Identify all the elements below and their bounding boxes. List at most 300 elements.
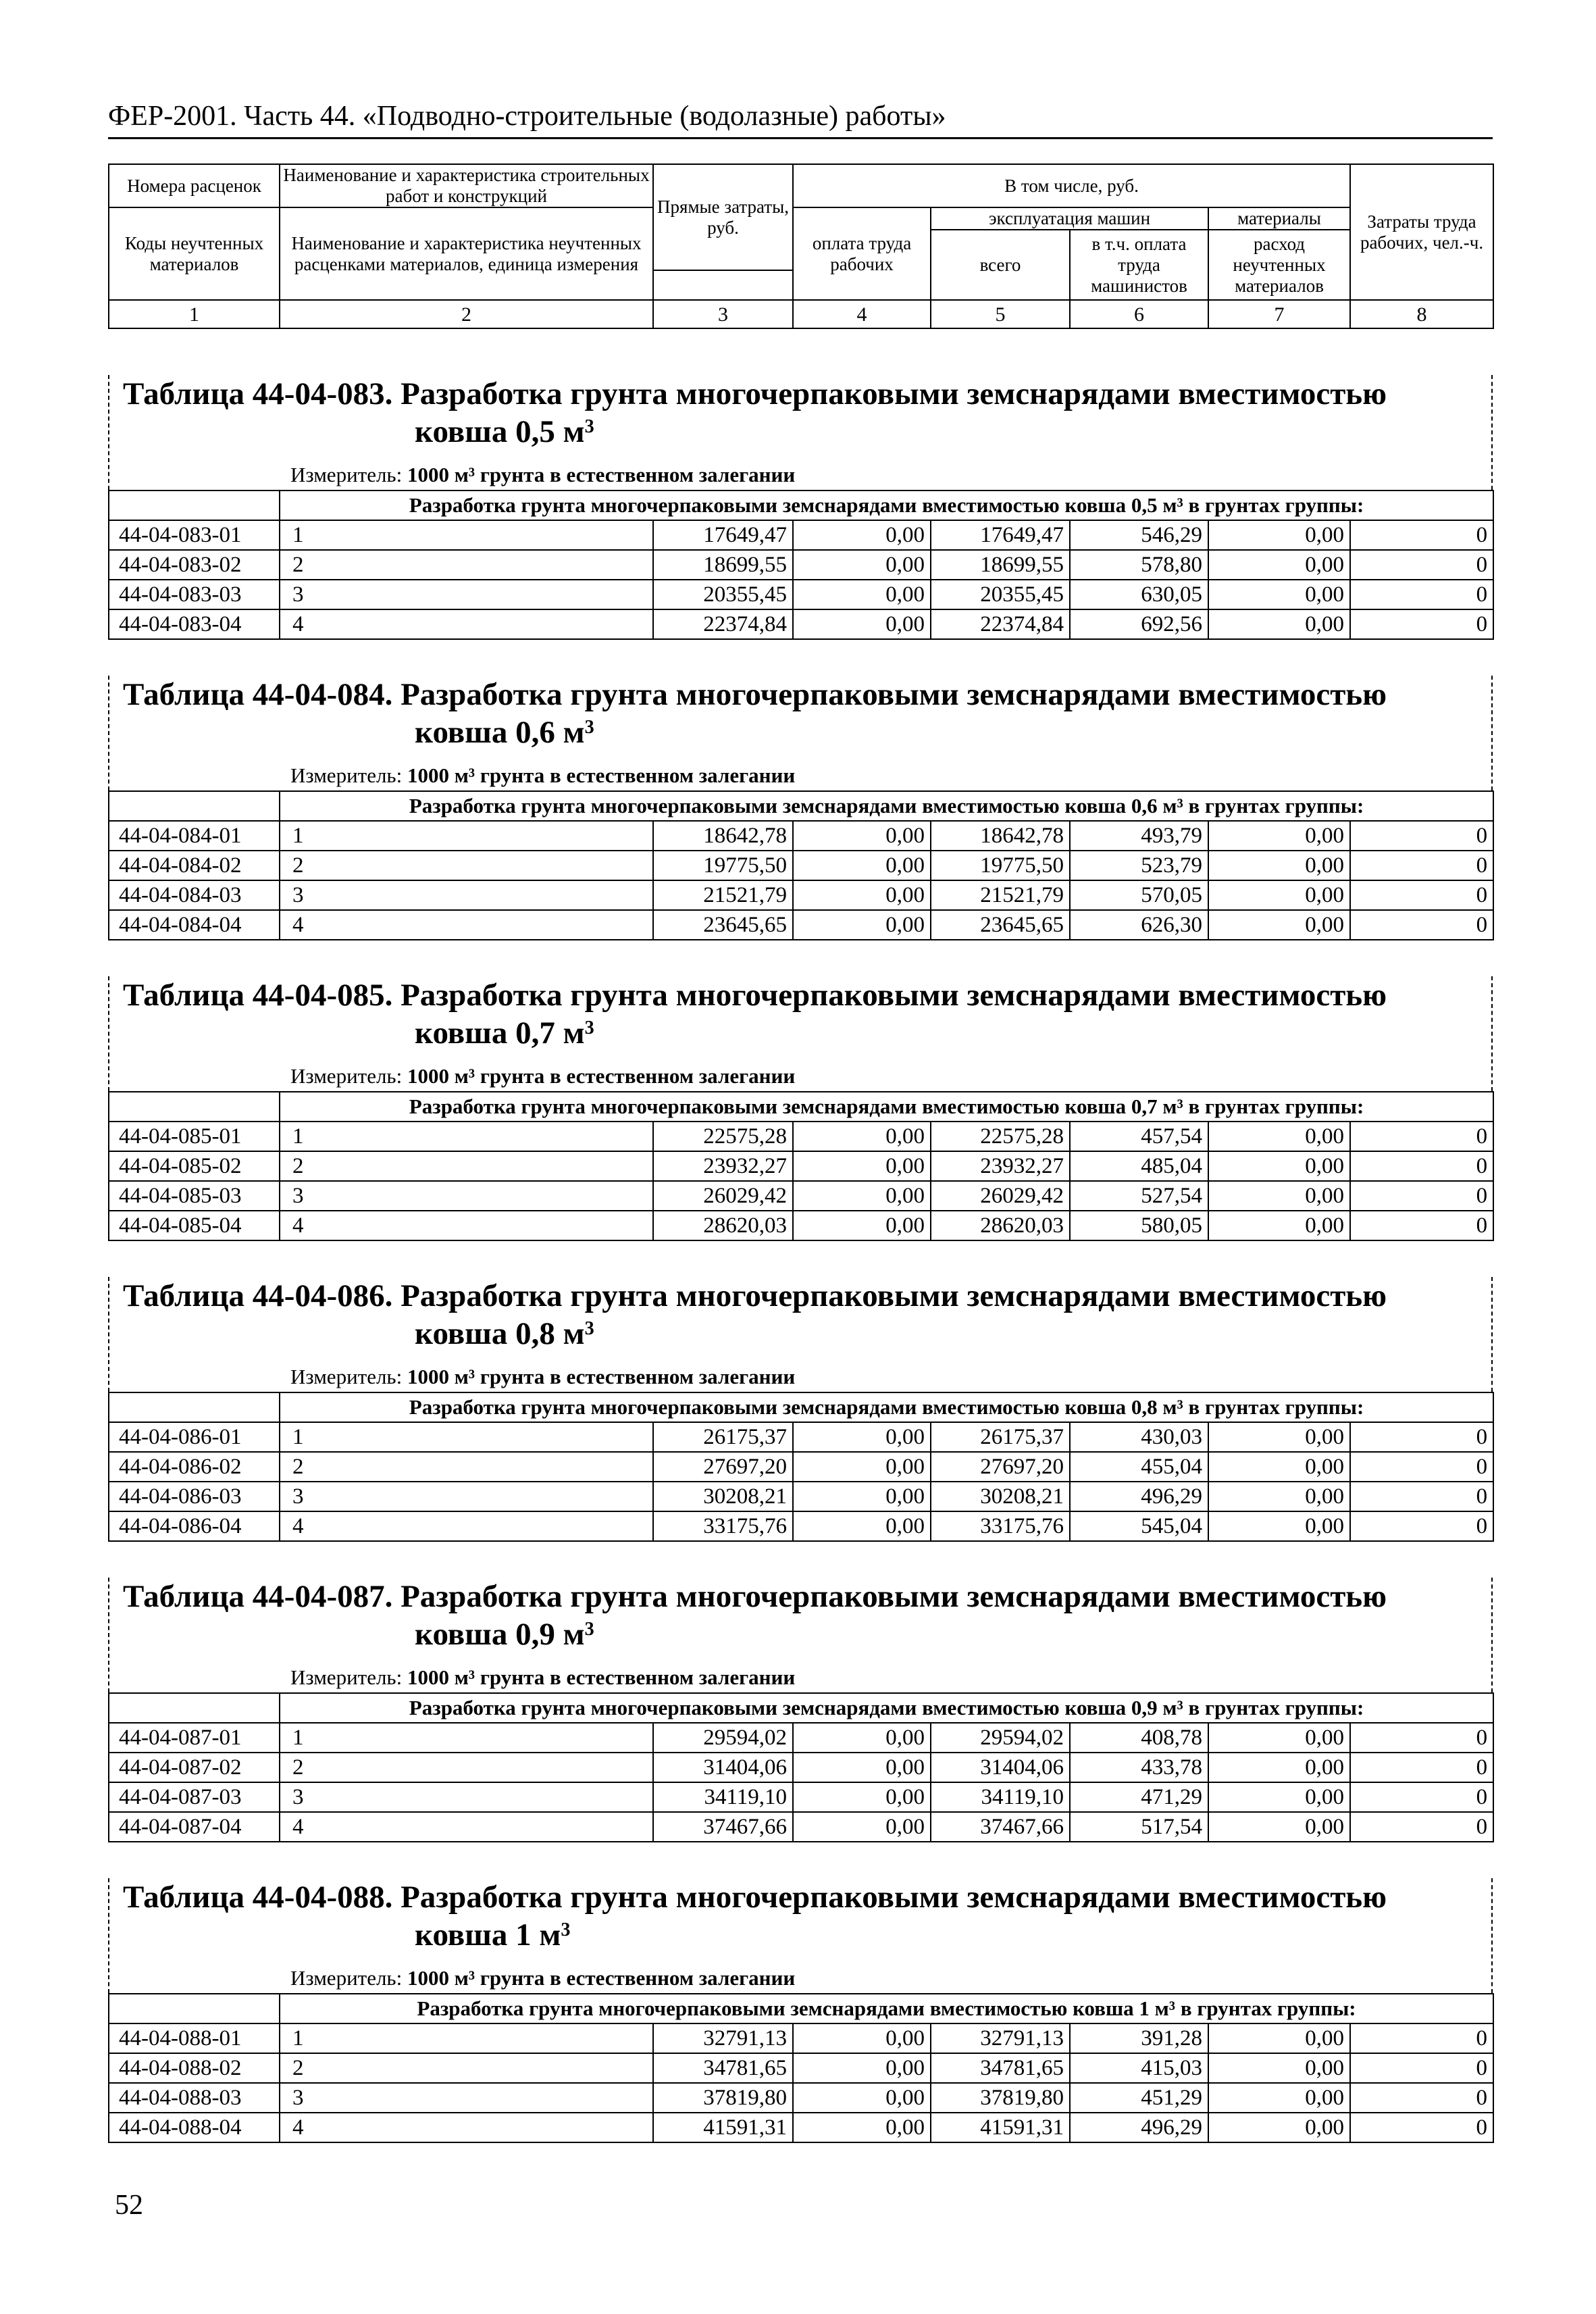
hdr-num-7: 7 bbox=[1208, 300, 1350, 328]
soil-group-cell: 1 bbox=[280, 2023, 653, 2053]
direct-costs-cell: 17649,47 bbox=[653, 520, 793, 550]
driver-pay-cell: 391,28 bbox=[1070, 2023, 1208, 2053]
running-title: ФЕР-2001. Часть 44. «Подводно-строительные (водолазные) работы» bbox=[108, 101, 946, 132]
materials-cell: 0,00 bbox=[1208, 880, 1350, 910]
machine-total-cell: 32791,13 bbox=[931, 2023, 1070, 2053]
caption-blank-cell bbox=[109, 1092, 280, 1122]
hdr-material-name: Наименование и характеристика неучтенных расценками материалов, единица измерения bbox=[280, 207, 653, 300]
caption-blank-cell bbox=[109, 1392, 280, 1422]
materials-cell: 0,00 bbox=[1208, 550, 1350, 580]
margin-rule bbox=[1491, 676, 1493, 790]
direct-costs-cell: 18699,55 bbox=[653, 550, 793, 580]
table-title-line2 bbox=[123, 413, 1487, 451]
direct-costs-cell: 23932,27 bbox=[653, 1151, 793, 1181]
unit-label: Измеритель: bbox=[290, 1665, 407, 1689]
materials-cell: 0,00 bbox=[1208, 1812, 1350, 1842]
soil-group-cell: 1 bbox=[280, 1422, 653, 1452]
table-title-line1: Таблица 44-04-087. Разработка грунта многочерпаковыми земснарядами вместимостью bbox=[123, 1579, 1387, 1614]
table-caption-row bbox=[109, 1392, 1493, 1422]
machine-total-cell: 20355,45 bbox=[931, 580, 1070, 609]
unit-of-measure bbox=[290, 1665, 795, 1690]
table-row bbox=[109, 2023, 1493, 2053]
direct-costs-cell: 22575,28 bbox=[653, 1122, 793, 1151]
machine-total-cell: 28620,03 bbox=[931, 1211, 1070, 1240]
price-table-section bbox=[108, 1878, 1493, 2162]
machine-total-cell: 18699,55 bbox=[931, 550, 1070, 580]
driver-pay-cell: 455,04 bbox=[1070, 1452, 1208, 1482]
machine-total-cell: 27697,20 bbox=[931, 1452, 1070, 1482]
worker-pay-cell: 0,00 bbox=[793, 1122, 931, 1151]
labor-hours-cell: 0 bbox=[1350, 2113, 1493, 2142]
hdr-num-3: 3 bbox=[653, 300, 793, 328]
caption-blank-cell bbox=[109, 1693, 280, 1723]
direct-costs-cell: 34119,10 bbox=[653, 1782, 793, 1812]
labor-hours-cell: 0 bbox=[1350, 2023, 1493, 2053]
unit-label: Измеритель: bbox=[290, 1064, 407, 1088]
worker-pay-cell: 0,00 bbox=[793, 520, 931, 550]
table-title-line2 bbox=[123, 1315, 1487, 1353]
table-row bbox=[109, 821, 1493, 851]
table-title-bucket: ковша 0,8 м bbox=[415, 1316, 585, 1351]
rate-code-cell: 44-04-084-02 bbox=[109, 851, 280, 880]
rate-code-cell: 44-04-083-01 bbox=[109, 520, 280, 550]
materials-cell: 0,00 bbox=[1208, 609, 1350, 639]
driver-pay-cell: 485,04 bbox=[1070, 1151, 1208, 1181]
table-row bbox=[109, 1151, 1493, 1181]
driver-pay-cell: 692,56 bbox=[1070, 609, 1208, 639]
soil-group-cell: 4 bbox=[280, 910, 653, 940]
unit-of-measure bbox=[290, 1966, 795, 1990]
direct-costs-cell: 28620,03 bbox=[653, 1211, 793, 1240]
table-row bbox=[109, 520, 1493, 550]
materials-cell: 0,00 bbox=[1208, 851, 1350, 880]
materials-cell: 0,00 bbox=[1208, 1122, 1350, 1151]
labor-hours-cell: 0 bbox=[1350, 1122, 1493, 1151]
machine-total-cell: 37819,80 bbox=[931, 2083, 1070, 2113]
table-row bbox=[109, 1723, 1493, 1753]
worker-pay-cell: 0,00 bbox=[793, 609, 931, 639]
table-title-line1: Таблица 44-04-083. Разработка грунта многочерпаковыми земснарядами вместимостью bbox=[123, 376, 1387, 411]
labor-hours-cell: 0 bbox=[1350, 1151, 1493, 1181]
direct-costs-cell: 37819,80 bbox=[653, 2083, 793, 2113]
hdr-direct-costs-cont bbox=[653, 270, 793, 300]
machine-total-cell: 31404,06 bbox=[931, 1753, 1070, 1782]
hdr-num-1: 1 bbox=[109, 300, 280, 328]
driver-pay-cell: 545,04 bbox=[1070, 1511, 1208, 1541]
hdr-material-codes: Коды неучтенных материалов bbox=[109, 207, 280, 300]
price-table-section bbox=[108, 976, 1493, 1260]
rate-code-cell: 44-04-087-02 bbox=[109, 1753, 280, 1782]
soil-group-cell: 3 bbox=[280, 1181, 653, 1211]
driver-pay-cell: 408,78 bbox=[1070, 1723, 1208, 1753]
worker-pay-cell: 0,00 bbox=[793, 1812, 931, 1842]
materials-cell: 0,00 bbox=[1208, 1151, 1350, 1181]
table-title bbox=[123, 976, 1487, 1052]
soil-group-cell: 4 bbox=[280, 2113, 653, 2142]
table-row bbox=[109, 2113, 1493, 2142]
driver-pay-cell: 415,03 bbox=[1070, 2053, 1208, 2083]
margin-rule bbox=[1491, 375, 1493, 490]
price-table bbox=[108, 1993, 1494, 2143]
hdr-work-name: Наименование и характеристика строительных работ и конструкций bbox=[280, 164, 653, 207]
driver-pay-cell: 630,05 bbox=[1070, 580, 1208, 609]
table-row bbox=[109, 880, 1493, 910]
worker-pay-cell: 0,00 bbox=[793, 2023, 931, 2053]
rate-code-cell: 44-04-084-04 bbox=[109, 910, 280, 940]
labor-hours-cell: 0 bbox=[1350, 880, 1493, 910]
driver-pay-cell: 523,79 bbox=[1070, 851, 1208, 880]
price-table bbox=[108, 1692, 1494, 1842]
materials-cell: 0,00 bbox=[1208, 910, 1350, 940]
worker-pay-cell: 0,00 bbox=[793, 1753, 931, 1782]
rate-code-cell: 44-04-086-04 bbox=[109, 1511, 280, 1541]
unit-label: Измеритель: bbox=[290, 1966, 407, 1990]
unit-value: 1000 м³ грунта в естественном залегании bbox=[407, 1966, 796, 1990]
table-title-line2 bbox=[123, 713, 1487, 751]
driver-pay-cell: 580,05 bbox=[1070, 1211, 1208, 1240]
worker-pay-cell: 0,00 bbox=[793, 1482, 931, 1511]
table-caption-row bbox=[109, 491, 1493, 520]
rate-code-cell: 44-04-086-02 bbox=[109, 1452, 280, 1482]
driver-pay-cell: 433,78 bbox=[1070, 1753, 1208, 1782]
unit-of-measure bbox=[290, 1064, 795, 1088]
materials-cell: 0,00 bbox=[1208, 2113, 1350, 2142]
worker-pay-cell: 0,00 bbox=[793, 1452, 931, 1482]
soil-group-cell: 1 bbox=[280, 1122, 653, 1151]
machine-total-cell: 19775,50 bbox=[931, 851, 1070, 880]
table-caption: Разработка грунта многочерпаковыми земснарядами вместимостью ковша 0,5 м³ в грунтах группы: bbox=[280, 491, 1493, 520]
labor-hours-cell: 0 bbox=[1350, 1782, 1493, 1812]
rate-code-cell: 44-04-084-03 bbox=[109, 880, 280, 910]
soil-group-cell: 2 bbox=[280, 1753, 653, 1782]
table-title bbox=[123, 1277, 1487, 1353]
machine-total-cell: 23645,65 bbox=[931, 910, 1070, 940]
worker-pay-cell: 0,00 bbox=[793, 1511, 931, 1541]
margin-rule bbox=[108, 1578, 109, 1692]
labor-hours-cell: 0 bbox=[1350, 1211, 1493, 1240]
table-title-bucket: ковша 0,7 м bbox=[415, 1015, 585, 1051]
table-row bbox=[109, 2083, 1493, 2113]
table-row bbox=[109, 1122, 1493, 1151]
soil-group-cell: 1 bbox=[280, 520, 653, 550]
machine-total-cell: 22374,84 bbox=[931, 609, 1070, 639]
header-rule bbox=[108, 137, 1493, 139]
table-title-line1: Таблица 44-04-088. Разработка грунта многочерпаковыми земснарядами вместимостью bbox=[123, 1880, 1387, 1915]
labor-hours-cell: 0 bbox=[1350, 1723, 1493, 1753]
margin-rule bbox=[1491, 1878, 1493, 1993]
materials-cell: 0,00 bbox=[1208, 1782, 1350, 1812]
table-row bbox=[109, 1753, 1493, 1782]
materials-cell: 0,00 bbox=[1208, 2053, 1350, 2083]
direct-costs-cell: 29594,02 bbox=[653, 1723, 793, 1753]
table-title-line1: Таблица 44-04-086. Разработка грунта многочерпаковыми земснарядами вместимостью bbox=[123, 1278, 1387, 1313]
margin-rule bbox=[108, 1878, 109, 1993]
driver-pay-cell: 496,29 bbox=[1070, 2113, 1208, 2142]
table-row bbox=[109, 1782, 1493, 1812]
worker-pay-cell: 0,00 bbox=[793, 2083, 931, 2113]
labor-hours-cell: 0 bbox=[1350, 1482, 1493, 1511]
direct-costs-cell: 27697,20 bbox=[653, 1452, 793, 1482]
soil-group-cell: 4 bbox=[280, 609, 653, 639]
labor-hours-cell: 0 bbox=[1350, 851, 1493, 880]
soil-group-cell: 2 bbox=[280, 1151, 653, 1181]
driver-pay-cell: 546,29 bbox=[1070, 520, 1208, 550]
hdr-machine-operation: эксплуатация машин bbox=[931, 207, 1208, 230]
table-caption: Разработка грунта многочерпаковыми земснарядами вместимостью ковша 1 м³ в грунтах группы: bbox=[280, 1994, 1493, 2023]
direct-costs-cell: 32791,13 bbox=[653, 2023, 793, 2053]
hdr-labor-costs: Затраты труда рабочих, чел.-ч. bbox=[1350, 164, 1493, 300]
materials-cell: 0,00 bbox=[1208, 580, 1350, 609]
price-table-section bbox=[108, 676, 1493, 959]
unit-of-measure bbox=[290, 1365, 795, 1389]
margin-rule bbox=[108, 1277, 109, 1392]
soil-group-cell: 3 bbox=[280, 580, 653, 609]
driver-pay-cell: 451,29 bbox=[1070, 2083, 1208, 2113]
price-table-section bbox=[108, 1277, 1493, 1561]
hdr-driver-pay: в т.ч. оплата труда машинистов bbox=[1070, 230, 1208, 300]
margin-rule bbox=[108, 976, 109, 1091]
rate-code-cell: 44-04-086-01 bbox=[109, 1422, 280, 1452]
driver-pay-cell: 626,30 bbox=[1070, 910, 1208, 940]
rate-code-cell: 44-04-083-02 bbox=[109, 550, 280, 580]
labor-hours-cell: 0 bbox=[1350, 1422, 1493, 1452]
rate-code-cell: 44-04-085-03 bbox=[109, 1181, 280, 1211]
margin-rule bbox=[1491, 976, 1493, 1091]
machine-total-cell: 22575,28 bbox=[931, 1122, 1070, 1151]
machine-total-cell: 26175,37 bbox=[931, 1422, 1070, 1452]
labor-hours-cell: 0 bbox=[1350, 1812, 1493, 1842]
table-row bbox=[109, 1511, 1493, 1541]
direct-costs-cell: 41591,31 bbox=[653, 2113, 793, 2142]
unit-value: 1000 м³ грунта в естественном залегании bbox=[407, 1665, 796, 1689]
machine-total-cell: 34781,65 bbox=[931, 2053, 1070, 2083]
table-row bbox=[109, 1422, 1493, 1452]
direct-costs-cell: 30208,21 bbox=[653, 1482, 793, 1511]
table-row bbox=[109, 1812, 1493, 1842]
column-header-table bbox=[108, 164, 1494, 329]
materials-cell: 0,00 bbox=[1208, 1452, 1350, 1482]
worker-pay-cell: 0,00 bbox=[793, 1211, 931, 1240]
table-row bbox=[109, 1452, 1493, 1482]
worker-pay-cell: 0,00 bbox=[793, 2113, 931, 2142]
direct-costs-cell: 34781,65 bbox=[653, 2053, 793, 2083]
machine-total-cell: 29594,02 bbox=[931, 1723, 1070, 1753]
price-table-section bbox=[108, 375, 1493, 659]
hdr-num-5: 5 bbox=[931, 300, 1070, 328]
unit-value: 1000 м³ грунта в естественном залегании bbox=[407, 463, 796, 486]
labor-hours-cell: 0 bbox=[1350, 910, 1493, 940]
driver-pay-cell: 430,03 bbox=[1070, 1422, 1208, 1452]
worker-pay-cell: 0,00 bbox=[793, 1723, 931, 1753]
unit-superscript: 3 bbox=[584, 1618, 594, 1640]
unit-label: Измеритель: bbox=[290, 463, 407, 486]
hdr-direct-costs: Прямые затраты, руб. bbox=[653, 164, 793, 270]
table-title bbox=[123, 1578, 1487, 1653]
table-caption: Разработка грунта многочерпаковыми земснарядами вместимостью ковша 0,7 м³ в грунтах группы: bbox=[280, 1092, 1493, 1122]
soil-group-cell: 3 bbox=[280, 880, 653, 910]
worker-pay-cell: 0,00 bbox=[793, 1422, 931, 1452]
machine-total-cell: 34119,10 bbox=[931, 1782, 1070, 1812]
table-caption-row bbox=[109, 1092, 1493, 1122]
rate-code-cell: 44-04-088-03 bbox=[109, 2083, 280, 2113]
hdr-including: В том числе, руб. bbox=[793, 164, 1350, 207]
price-table bbox=[108, 1392, 1494, 1542]
rate-code-cell: 44-04-087-01 bbox=[109, 1723, 280, 1753]
soil-group-cell: 4 bbox=[280, 1211, 653, 1240]
rate-code-cell: 44-04-088-02 bbox=[109, 2053, 280, 2083]
soil-group-cell: 2 bbox=[280, 550, 653, 580]
direct-costs-cell: 37467,66 bbox=[653, 1812, 793, 1842]
table-row bbox=[109, 550, 1493, 580]
caption-blank-cell bbox=[109, 791, 280, 821]
table-row bbox=[109, 2053, 1493, 2083]
direct-costs-cell: 20355,45 bbox=[653, 580, 793, 609]
soil-group-cell: 3 bbox=[280, 1482, 653, 1511]
machine-total-cell: 37467,66 bbox=[931, 1812, 1070, 1842]
driver-pay-cell: 578,80 bbox=[1070, 550, 1208, 580]
labor-hours-cell: 0 bbox=[1350, 1511, 1493, 1541]
materials-cell: 0,00 bbox=[1208, 1211, 1350, 1240]
labor-hours-cell: 0 bbox=[1350, 1753, 1493, 1782]
table-title-bucket: ковша 0,9 м bbox=[415, 1617, 585, 1652]
worker-pay-cell: 0,00 bbox=[793, 580, 931, 609]
rate-code-cell: 44-04-088-01 bbox=[109, 2023, 280, 2053]
unit-superscript: 3 bbox=[561, 1919, 571, 1940]
soil-group-cell: 2 bbox=[280, 851, 653, 880]
labor-hours-cell: 0 bbox=[1350, 2083, 1493, 2113]
soil-group-cell: 1 bbox=[280, 1723, 653, 1753]
hdr-num-4: 4 bbox=[793, 300, 931, 328]
table-title bbox=[123, 676, 1487, 751]
unit-value: 1000 м³ грунта в естественном залегании bbox=[407, 1365, 796, 1388]
rate-code-cell: 44-04-088-04 bbox=[109, 2113, 280, 2142]
price-table bbox=[108, 790, 1494, 940]
worker-pay-cell: 0,00 bbox=[793, 1181, 931, 1211]
driver-pay-cell: 517,54 bbox=[1070, 1812, 1208, 1842]
materials-cell: 0,00 bbox=[1208, 821, 1350, 851]
hdr-rate-numbers: Номера расценок bbox=[109, 164, 280, 207]
machine-total-cell: 26029,42 bbox=[931, 1181, 1070, 1211]
soil-group-cell: 4 bbox=[280, 1511, 653, 1541]
rate-code-cell: 44-04-083-04 bbox=[109, 609, 280, 639]
labor-hours-cell: 0 bbox=[1350, 821, 1493, 851]
caption-blank-cell bbox=[109, 1994, 280, 2023]
labor-hours-cell: 0 bbox=[1350, 520, 1493, 550]
labor-hours-cell: 0 bbox=[1350, 1452, 1493, 1482]
materials-cell: 0,00 bbox=[1208, 520, 1350, 550]
soil-group-cell: 4 bbox=[280, 1812, 653, 1842]
soil-group-cell: 1 bbox=[280, 821, 653, 851]
materials-cell: 0,00 bbox=[1208, 1422, 1350, 1452]
hdr-worker-pay: оплата труда рабочих bbox=[793, 207, 931, 300]
price-table bbox=[108, 1091, 1494, 1241]
materials-cell: 0,00 bbox=[1208, 2023, 1350, 2053]
table-row bbox=[109, 1211, 1493, 1240]
price-table-section bbox=[108, 1578, 1493, 1861]
unit-superscript: 3 bbox=[584, 416, 594, 437]
driver-pay-cell: 496,29 bbox=[1070, 1482, 1208, 1511]
unit-value: 1000 м³ грунта в естественном залегании bbox=[407, 763, 796, 787]
soil-group-cell: 2 bbox=[280, 1452, 653, 1482]
unit-value: 1000 м³ грунта в естественном залегании bbox=[407, 1064, 796, 1088]
direct-costs-cell: 33175,76 bbox=[653, 1511, 793, 1541]
direct-costs-cell: 31404,06 bbox=[653, 1753, 793, 1782]
table-caption: Разработка грунта многочерпаковыми земснарядами вместимостью ковша 0,8 м³ в грунтах группы: bbox=[280, 1392, 1493, 1422]
driver-pay-cell: 457,54 bbox=[1070, 1122, 1208, 1151]
direct-costs-cell: 22374,84 bbox=[653, 609, 793, 639]
hdr-num-8: 8 bbox=[1350, 300, 1493, 328]
table-row bbox=[109, 851, 1493, 880]
margin-rule bbox=[108, 676, 109, 790]
soil-group-cell: 3 bbox=[280, 1782, 653, 1812]
table-title-bucket: ковша 1 м bbox=[415, 1917, 561, 1953]
table-caption-row bbox=[109, 1994, 1493, 2023]
table-row bbox=[109, 609, 1493, 639]
machine-total-cell: 41591,31 bbox=[931, 2113, 1070, 2142]
materials-cell: 0,00 bbox=[1208, 1181, 1350, 1211]
machine-total-cell: 30208,21 bbox=[931, 1482, 1070, 1511]
table-caption: Разработка грунта многочерпаковыми земснарядами вместимостью ковша 0,6 м³ в грунтах группы: bbox=[280, 791, 1493, 821]
machine-total-cell: 18642,78 bbox=[931, 821, 1070, 851]
table-caption-row bbox=[109, 791, 1493, 821]
hdr-materials: материалы bbox=[1208, 207, 1350, 230]
unit-superscript: 3 bbox=[584, 716, 594, 738]
machine-total-cell: 23932,27 bbox=[931, 1151, 1070, 1181]
unit-of-measure bbox=[290, 463, 795, 487]
machine-total-cell: 21521,79 bbox=[931, 880, 1070, 910]
labor-hours-cell: 0 bbox=[1350, 1181, 1493, 1211]
caption-blank-cell bbox=[109, 491, 280, 520]
page-number: 52 bbox=[115, 2190, 143, 2221]
hdr-num-6: 6 bbox=[1070, 300, 1208, 328]
unit-superscript: 3 bbox=[584, 1317, 594, 1339]
rate-code-cell: 44-04-087-04 bbox=[109, 1812, 280, 1842]
driver-pay-cell: 570,05 bbox=[1070, 880, 1208, 910]
rate-code-cell: 44-04-084-01 bbox=[109, 821, 280, 851]
driver-pay-cell: 527,54 bbox=[1070, 1181, 1208, 1211]
hdr-num-2: 2 bbox=[280, 300, 653, 328]
soil-group-cell: 3 bbox=[280, 2083, 653, 2113]
rate-code-cell: 44-04-083-03 bbox=[109, 580, 280, 609]
hdr-unaccounted-materials: расход неучтенных материалов bbox=[1208, 230, 1350, 300]
labor-hours-cell: 0 bbox=[1350, 580, 1493, 609]
worker-pay-cell: 0,00 bbox=[793, 1782, 931, 1812]
table-title-line2 bbox=[123, 1615, 1487, 1653]
rate-code-cell: 44-04-087-03 bbox=[109, 1782, 280, 1812]
driver-pay-cell: 493,79 bbox=[1070, 821, 1208, 851]
rate-code-cell: 44-04-086-03 bbox=[109, 1482, 280, 1511]
direct-costs-cell: 21521,79 bbox=[653, 880, 793, 910]
machine-total-cell: 33175,76 bbox=[931, 1511, 1070, 1541]
labor-hours-cell: 0 bbox=[1350, 609, 1493, 639]
table-title-bucket: ковша 0,6 м bbox=[415, 715, 585, 750]
rate-code-cell: 44-04-085-04 bbox=[109, 1211, 280, 1240]
worker-pay-cell: 0,00 bbox=[793, 910, 931, 940]
materials-cell: 0,00 bbox=[1208, 2083, 1350, 2113]
table-title bbox=[123, 1878, 1487, 1954]
machine-total-cell: 17649,47 bbox=[931, 520, 1070, 550]
table-title-bucket: ковша 0,5 м bbox=[415, 414, 585, 449]
direct-costs-cell: 23645,65 bbox=[653, 910, 793, 940]
unit-label: Измеритель: bbox=[290, 1365, 407, 1388]
table-title-line1: Таблица 44-04-084. Разработка грунта многочерпаковыми земснарядами вместимостью bbox=[123, 677, 1387, 712]
table-row bbox=[109, 580, 1493, 609]
direct-costs-cell: 19775,50 bbox=[653, 851, 793, 880]
price-table bbox=[108, 490, 1494, 640]
materials-cell: 0,00 bbox=[1208, 1723, 1350, 1753]
materials-cell: 0,00 bbox=[1208, 1511, 1350, 1541]
margin-rule bbox=[1491, 1578, 1493, 1692]
